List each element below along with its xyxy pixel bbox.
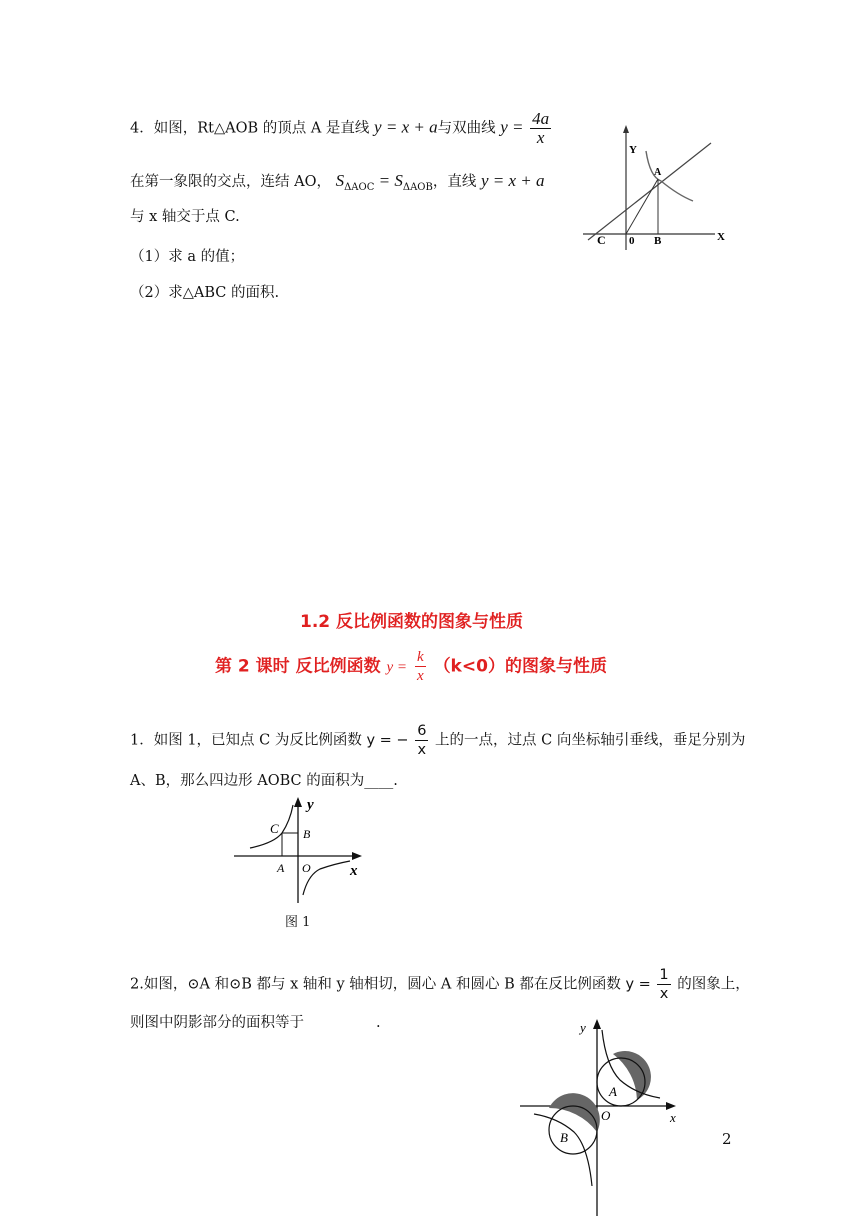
p2-text: . <box>376 1015 381 1031</box>
fraction-numerator: 4a <box>532 109 550 128</box>
fraction-denominator: x <box>536 128 545 147</box>
p2-line2 <box>130 1012 381 1034</box>
subtitle-func-lhs: y = <box>386 659 408 676</box>
y-axis-arrow-icon <box>593 1019 601 1029</box>
label-o: 0 <box>629 235 635 247</box>
p2-func-lhs: y = <box>625 976 651 993</box>
label-x: x <box>350 863 358 879</box>
figure-1 <box>230 795 370 905</box>
fraction-denominator: x <box>659 986 669 1002</box>
y-axis-arrow-icon <box>294 797 302 807</box>
label-c: C <box>270 821 279 836</box>
label-y: y <box>580 1020 586 1035</box>
figure-1-caption: 图 1 <box>285 915 311 930</box>
x-axis-arrow-icon <box>666 1102 676 1110</box>
fraction-denominator: x <box>417 742 427 758</box>
label-b: B <box>560 1130 568 1145</box>
area-subscript: ΔAOC <box>344 182 375 193</box>
p1-func-lhs: y = − <box>366 732 409 749</box>
p2-figure <box>518 1016 698 1216</box>
rectangle-aobc <box>282 833 298 856</box>
p2-text: 2.如图，⊙A 和⊙B 都与 x 轴和 y 轴相切，圆心 A 和圆心 B 都在反比例函数 <box>130 976 621 993</box>
label-o: O <box>302 861 311 875</box>
p2-text: 则图中阴影部分的面积等于 <box>130 1015 304 1031</box>
q4-part2: （2）求△ABC 的面积. <box>130 285 280 301</box>
label-b: B <box>654 235 662 247</box>
label-x: X <box>717 231 725 243</box>
label-a: A <box>277 861 285 875</box>
x-axis-arrow-icon <box>352 852 362 860</box>
q4-text: 4．如图，Rt△AOB 的顶点 A 是直线 <box>130 120 370 137</box>
equals-sign: = <box>374 171 395 190</box>
fraction-numerator: k <box>416 649 424 665</box>
label-c: C <box>597 233 606 247</box>
q4-text: ，直线 <box>432 174 477 190</box>
p1-text: 上的一点，过点 C 向坐标轴引垂线，垂足分别为 <box>435 732 746 749</box>
label-y: Y <box>629 144 637 156</box>
area-subscript: ΔAOB <box>402 182 433 193</box>
q4-line-equation: y = x + a <box>374 117 438 137</box>
area-symbol: S <box>335 171 345 190</box>
subtitle-fraction <box>415 648 426 685</box>
q4-line2 <box>130 170 545 199</box>
label-o: O <box>601 1108 611 1123</box>
q4-hyperbola-lhs: y = <box>500 117 524 137</box>
p2-text: 的图象上， <box>677 976 750 993</box>
page-number: 2 <box>722 1130 732 1148</box>
straight-line <box>588 143 711 240</box>
p2-func-fraction <box>657 966 670 1003</box>
fraction-denominator: x <box>416 668 424 684</box>
label-a: A <box>654 167 662 178</box>
q4-part1: （1）求 a 的值； <box>130 249 245 265</box>
area-symbol: S <box>394 171 403 190</box>
label-b: B <box>303 827 311 841</box>
p2-line1 <box>130 966 750 1003</box>
q4-line1 <box>130 110 553 147</box>
p1-text: 1．如图 1，已知点 C 为反比例函数 <box>130 732 362 749</box>
p1-line2: A、B，那么四边形 AOBC 的面积为____. <box>130 773 398 789</box>
q4-line3: 与 x 轴交于点 C. <box>130 209 240 225</box>
label-x: x <box>670 1110 676 1125</box>
fraction-numerator: 1 <box>659 967 669 983</box>
p1-func-fraction <box>415 722 428 759</box>
q4-figure <box>583 125 743 260</box>
q4-text: 与双曲线 <box>437 120 496 137</box>
q4-line-equation: y = x + a <box>480 171 545 190</box>
hyperbola-branch-3 <box>534 1114 592 1186</box>
circle-b <box>549 1106 597 1154</box>
p1-line1 <box>130 722 745 759</box>
q4-text: 在第一象限的交点，连结 AO， <box>130 174 331 190</box>
y-axis-arrow-icon <box>623 125 629 133</box>
section-subtitle <box>215 648 607 685</box>
q4-hyperbola-fraction <box>530 110 551 147</box>
label-y: y <box>307 797 314 813</box>
subtitle-text: 第 2 课时 反比例函数 <box>215 656 381 677</box>
label-a: A <box>609 1084 617 1099</box>
section-title: 1.2 反比例函数的图象与性质 <box>300 612 524 632</box>
fraction-numerator: 6 <box>417 723 427 739</box>
subtitle-text: （k<0）的图象与性质 <box>433 656 607 677</box>
